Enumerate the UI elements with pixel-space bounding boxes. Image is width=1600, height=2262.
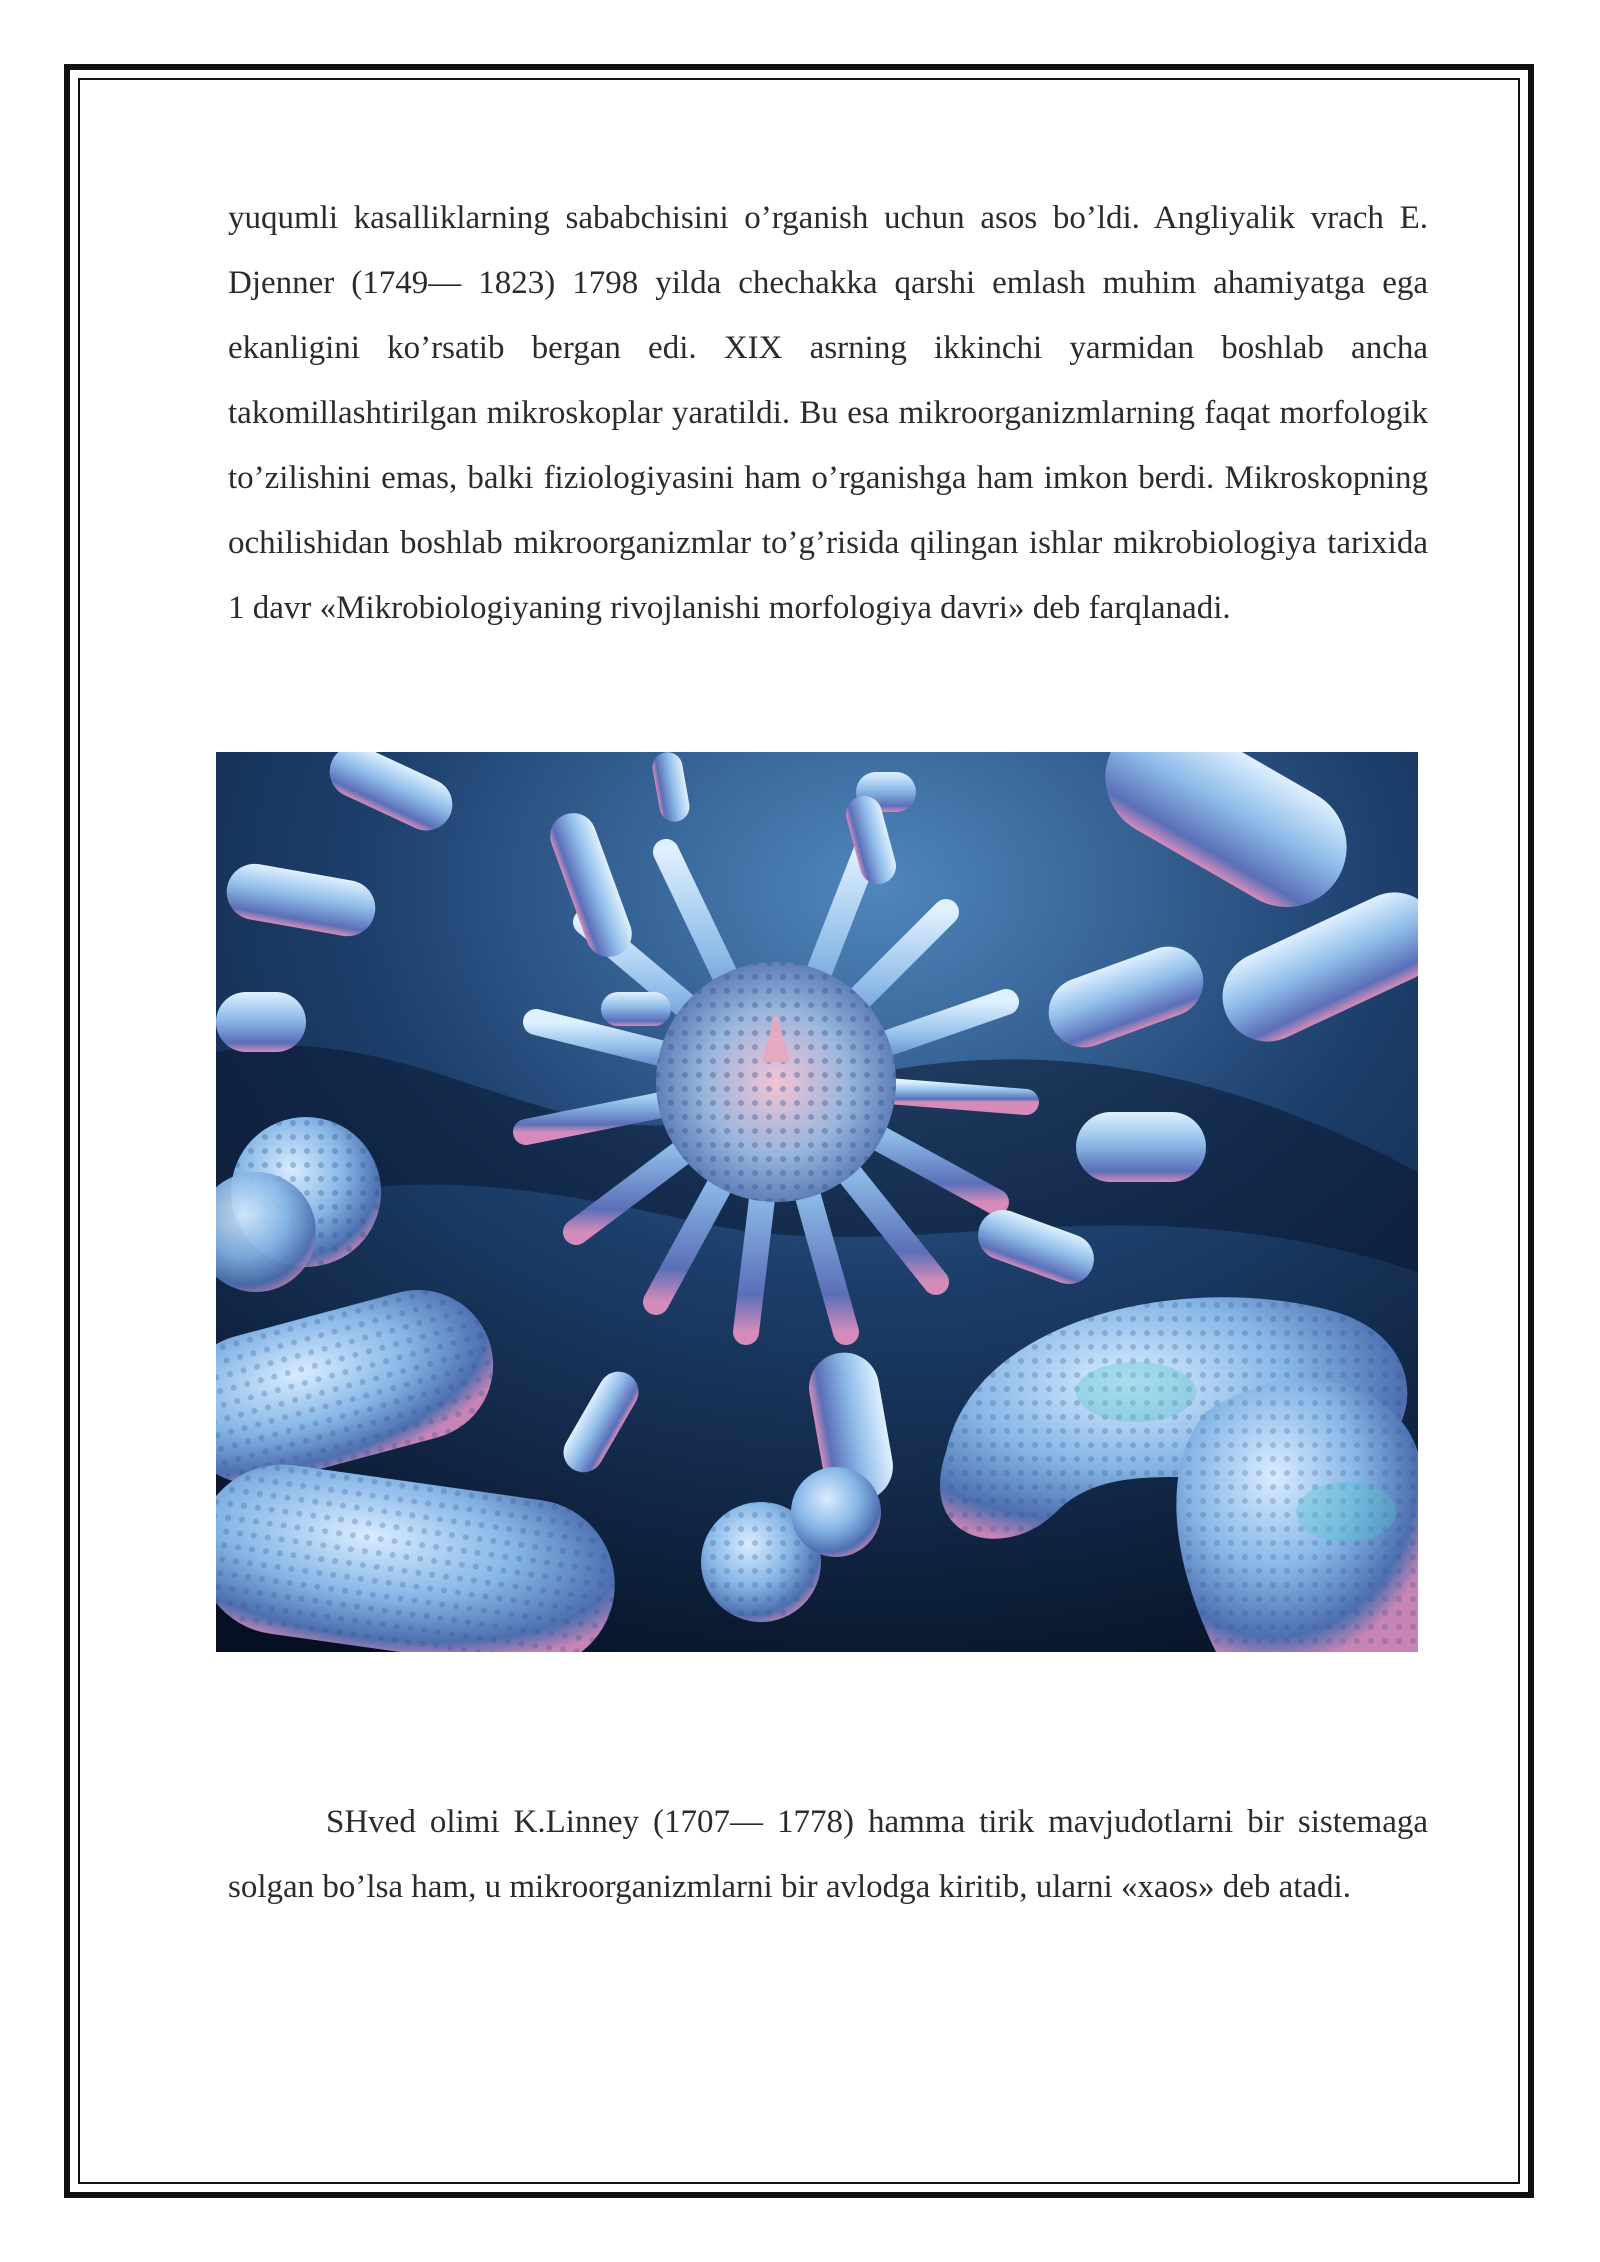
text-block-top	[228, 186, 1428, 641]
paragraph-2: SHved olimi K.Linney (1707— 1778) hamma tirik mavjudotlarni bir sistemaga solgan bo’lsa ham, u mikroorganizmlarni bir avlodga kiritib, ularni «xaos» deb atadi.	[228, 1804, 1428, 1905]
microorganism-illustration	[216, 752, 1418, 1652]
text-block-bottom	[228, 1790, 1428, 1920]
paragraph-1: yuqumli kasalliklarning sababchisini o’rganish uchun asos bo’ldi. Angliyalik vrach E. Djenner (1749— 1823) 1798 yilda chechakka qarshi emlash muhim ahamiyatga ega ekanligini ko’rsatib bergan edi. XIX asrning ikkinchi yarmidan boshlab ancha takomillashtirilgan mikroskoplar yaratildi. Bu esa mikroorganizmlarning faqat morfologik to’zilishini emas, balki fiziologiyasini ham o’rganishga ham imkon berdi. Mikroskopning ochilishidan boshlab mikroorganizmlar to’g’risida qilingan ishlar mikrobiologiya tarixida 1 davr «Mikrobiologiyaning rivojlanishi morfologiya davri» deb farqlanadi.	[228, 200, 1428, 626]
microorganism-illustration-svg	[216, 752, 1418, 1652]
